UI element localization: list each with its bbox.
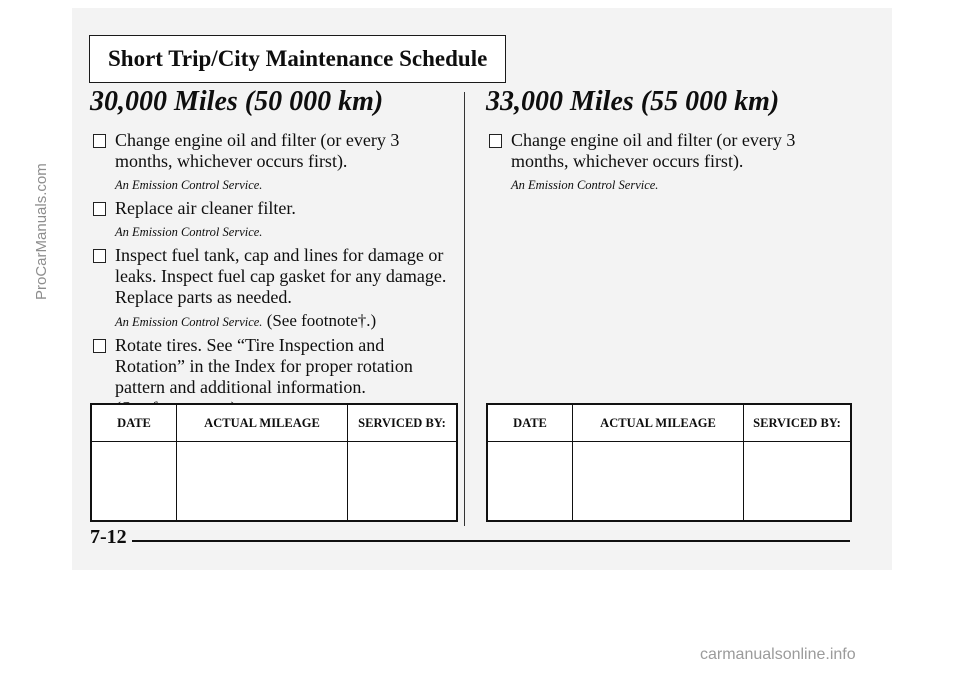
item-note: An Emission Control Service. — [511, 178, 659, 192]
table-row — [91, 442, 457, 522]
date-cell[interactable] — [487, 442, 573, 522]
left-column — [90, 86, 452, 419]
checkbox-icon[interactable] — [93, 134, 106, 148]
page-number: 7-12 — [90, 526, 127, 548]
checklist-item — [90, 130, 452, 193]
item-note: An Emission Control Service. — [115, 225, 263, 239]
col-header-actual-mileage: ACTUAL MILEAGE — [177, 404, 348, 442]
checklist-item — [90, 245, 452, 330]
date-cell[interactable] — [91, 442, 177, 522]
item-text: Change engine oil and filter (or every 3 months, whichever occurs first). — [115, 130, 400, 171]
mileage-cell[interactable] — [573, 442, 744, 522]
item-note — [115, 313, 452, 330]
footnote-ref: (See footnote†.) — [262, 311, 377, 330]
table-row — [487, 442, 851, 522]
col-header-date: DATE — [91, 404, 177, 442]
section-header — [89, 35, 506, 83]
mileage-cell[interactable] — [177, 442, 348, 522]
right-service-log-table — [486, 403, 852, 522]
checkbox-icon[interactable] — [489, 134, 502, 148]
item-text: Inspect fuel tank, cap and lines for damage or leaks. Inspect fuel cap gasket for any damage. Replace parts as needed. — [115, 245, 447, 307]
col-header-date: DATE — [487, 404, 573, 442]
section-title: Short Trip/City Maintenance Schedule — [108, 46, 488, 71]
item-note: An Emission Control Service. — [115, 178, 263, 192]
manual-page — [72, 8, 892, 570]
column-divider — [464, 92, 465, 526]
col-header-actual-mileage: ACTUAL MILEAGE — [573, 404, 744, 442]
item-note-text: An Emission Control Service. — [115, 315, 263, 329]
serviced-by-cell[interactable] — [744, 442, 852, 522]
serviced-by-cell[interactable] — [348, 442, 458, 522]
checkbox-icon[interactable] — [93, 249, 106, 263]
item-text: Change engine oil and filter (or every 3 months, whichever occurs first). — [511, 130, 796, 171]
right-column — [486, 86, 848, 198]
bottom-watermark: carmanualsonline.info — [700, 646, 856, 663]
checklist-item — [90, 198, 452, 240]
footer-rule — [132, 540, 850, 542]
right-interval-title: 33,000 Miles (55 000 km) — [486, 86, 780, 117]
item-text: Rotate tires. See “Tire Inspection and Rotation” in the Index for proper rotation pattern and additional information. — [115, 335, 413, 397]
checkbox-icon[interactable] — [93, 202, 106, 216]
checklist-item — [486, 130, 848, 193]
left-service-log-table — [90, 403, 458, 522]
table-header-row — [91, 404, 457, 442]
side-watermark: ProCarManuals.com — [33, 163, 50, 300]
checkbox-icon[interactable] — [93, 339, 106, 353]
left-interval-title: 30,000 Miles (50 000 km) — [90, 86, 384, 117]
col-header-serviced-by: SERVICED BY: — [348, 404, 458, 442]
col-header-serviced-by: SERVICED BY: — [744, 404, 852, 442]
table-header-row — [487, 404, 851, 442]
item-text: Replace air cleaner filter. — [115, 198, 296, 218]
